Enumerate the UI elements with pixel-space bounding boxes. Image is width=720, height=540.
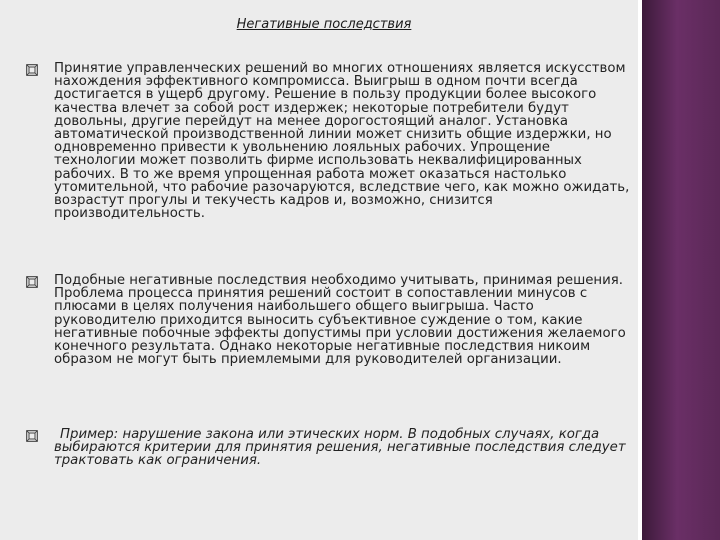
square-bullet-icon [26,64,38,76]
bullet-text-3 [54,428,634,468]
bullet-text-2: Подобные негативные последствия необходимо учитывать, принимая решения. Проблема процесса принятия решений состоит в сопоставлении минусов с плюсами в целях получения наибольшего общего выигрыша. Часто руководителю приходится выносить субъективное суждение о том, какие негативные побочные эффекты допустимы при условии достижения желаемого конечного результата. Однако некоторые негативные последствия никоим образом не могут быть приемлемыми для руководителей организации. [54,273,626,368]
square-bullet-icon [26,430,38,442]
bullet-item-1 [26,61,630,250]
bullet-item-3 [26,428,626,472]
bullet-text-3-content: Пример: нарушение закона или этических норм. В подобных случаях, когда выбираются критерии для принятия решения, негативные последствия следует трактовать как ограничения. [54,427,626,469]
square-bullet-icon [26,276,38,288]
bullet-text-1: Принятие управленческих решений во многих отношениях является искусством нахождения эффективного компромисса. Выигрыш в одном почти всегда достигается в ущерб другому. Решение в пользу продукции более высокого качества влечет за собой рост издержек; некоторые потребители будут довольны, другие перейдут на менее дорогостоящий аналог. Установка автоматической производственной линии может снизить общие издержки, но одновременно привести к увольнению лояльных рабочих. Упрощение технологии может позволить фирме использовать неквалифицированных рабочих. В то же время упрощенная работа может оказаться настолько утомительной, что рабочие разочаруются, вследствие чего, как можно ожидать, возрастут прогулы и текучесть кадров и, возможно, снизится производительность. [54,61,630,222]
accent-side-panel [642,0,720,540]
divider-line [640,0,641,540]
bullet-item-2 [26,274,626,404]
slide-title: Негативные последствия [236,17,412,32]
